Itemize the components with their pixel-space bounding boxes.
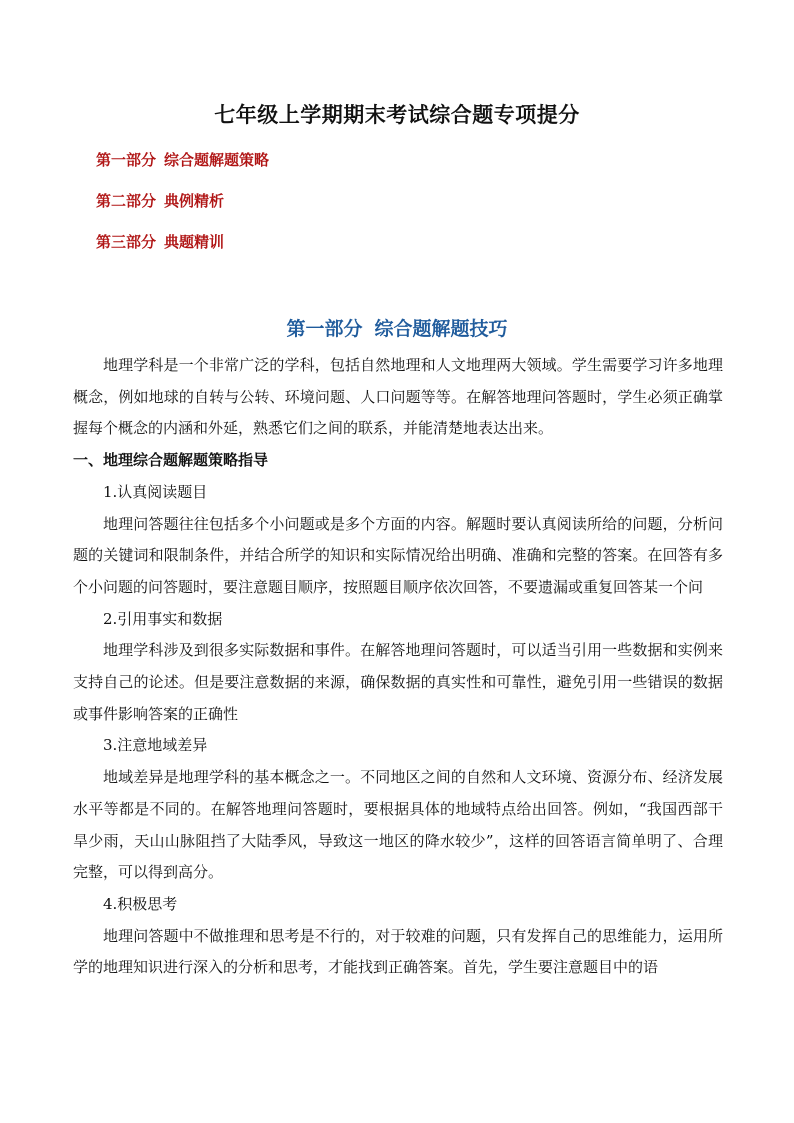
point-title: 3.注意地域差异 <box>103 736 208 755</box>
toc-part-label: 第二部分 <box>96 192 157 210</box>
section-body <box>73 350 723 984</box>
point-title: 1.认真阅读题目 <box>103 482 208 501</box>
toc-item-part-3 <box>96 230 269 271</box>
document-title: 七年级上学期期末考试综合题专项提分 <box>214 102 580 127</box>
section-part-name: 综合题解题技巧 <box>374 318 508 340</box>
point-paragraph: 地域差异是地理学科的基本概念之一。不同地区之间的自然和人文环境、资源分布、经济发展水平等都是不同的。在解答地理问答题时，要根据具体的地域特点给出回答。例如，“我国西部干旱少雨，天山山脉阻挡了大陆季风，导致这一地区的降水较少”，这样的回答语言简单明了、合理完整，可以得到高分。 <box>73 768 723 882</box>
toc-item-part-2 <box>96 189 269 230</box>
point-title: 2.引用事实和数据 <box>103 609 223 628</box>
toc-part-name: 典题精训 <box>164 233 225 251</box>
toc-part-label: 第三部分 <box>96 233 157 251</box>
point-title: 4.积极思考 <box>103 894 178 913</box>
toc-part-name: 典例精析 <box>164 192 225 210</box>
table-of-contents <box>96 148 269 271</box>
intro-paragraph: 地理学科是一个非常广泛的学科，包括自然地理和人文地理两大领域。学生需要学习许多地理概念，例如地球的自转与公转、环境问题、人口问题等等。在解答地理问答题时，学生必须正确掌握每个概念的内涵和外延，熟悉它们之间的联系，并能清楚地表达出来。 <box>73 356 723 438</box>
point-paragraph: 地理问答题往往包括多个小问题或是多个方面的内容。解题时要认真阅读所给的问题，分析问题的关键词和限制条件，并结合所学的知识和实际情况给出明确、准确和完整的答案。在回答有多个小问题的问答题时，要注意题目顺序，按照题目顺序依次回答，不要遗漏或重复回答某一个问 <box>73 514 723 596</box>
point-paragraph: 地理问答题中不做推理和思考是不行的，对于较难的问题，只有发挥自己的思维能力，运用所学的地理知识进行深入的分析和思考，才能找到正确答案。首先，学生要注意题目中的语 <box>73 926 723 977</box>
section-title <box>0 314 794 341</box>
toc-part-name: 综合题解题策略 <box>164 151 270 169</box>
point-paragraph: 地理学科涉及到很多实际数据和事件。在解答地理问答题时，可以适当引用一些数据和实例来支持自己的论述。但是要注意数据的来源，确保数据的真实性和可靠性，避免引用一些错误的数据或事件影响答案的正确性 <box>73 641 723 723</box>
toc-part-label: 第一部分 <box>96 151 157 169</box>
section-part-label: 第一部分 <box>286 318 363 340</box>
strategy-heading: 一、地理综合题解题策略指导 <box>73 451 269 470</box>
toc-item-part-1 <box>96 148 269 189</box>
